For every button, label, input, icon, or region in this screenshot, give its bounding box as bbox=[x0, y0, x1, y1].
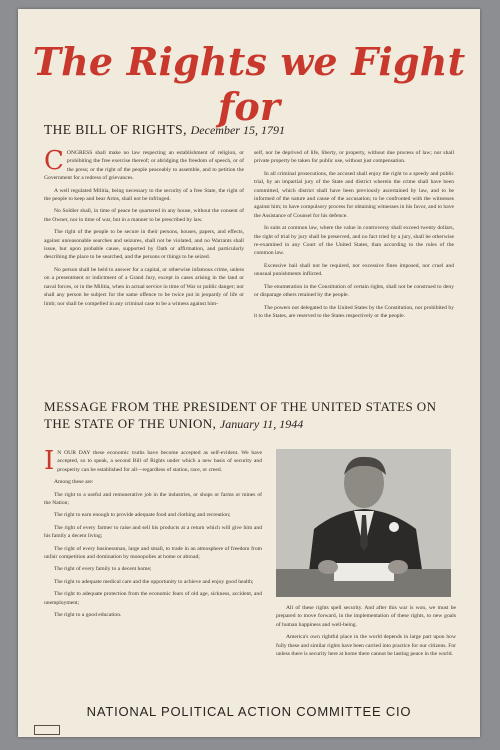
message-paragraph: The right to a useful and remunerative job in the industries, or shops or farms or mines of the Nation; bbox=[44, 491, 262, 507]
bill-paragraph: In suits at common law, where the value in controversy shall exceed twenty dollars, the right of trial by jury shall be preserved, and no fact tried by a jury, shall be otherwise re-examined in any Court of the United States, than according to the rules of the common law. bbox=[254, 225, 454, 257]
bill-paragraph: No person shall be held to answer for a capital, or otherwise infamous crime, unless on a presentment or indictment of a Grand Jury, except in cases arising in the land or naval forces, or in the Militia, when in actual service in time of War or public danger; nor shall any person be subject for the same offence to be twice put in jeopardy of life or limb; nor shall be compelled in any criminal case to be a witness against him- bbox=[44, 266, 244, 307]
message-paragraph: Among these are: bbox=[54, 479, 94, 486]
message-date: January 11, 1944 bbox=[219, 417, 304, 431]
message-paragraph: The right to adequate medical care and the opportunity to achieve and enjoy good health; bbox=[54, 578, 254, 585]
message-paragraph: I N OUR DAY these economic truths have become accepted as self-evident. We have accepted, so to speak, a second Bill of Rights under which a new basis of security and prosperity can be established for all—regardless of station, race, or creed. bbox=[44, 446, 262, 476]
bill-left-column bbox=[44, 146, 244, 312]
message-right-column bbox=[276, 604, 456, 662]
bill-paragraph: Excessive bail shall not be required, nor excessive fines imposed, nor cruel and unusual punishments inflicted. bbox=[254, 262, 454, 278]
message-title-text: MESSAGE FROM THE PRESIDENT OF THE UNITED STATES ON THE STATE OF THE UNION, bbox=[44, 399, 437, 431]
portrait-illustration bbox=[276, 449, 451, 597]
bill-paragraph: CONGRESS shall make no law respecting an establishment of religion, or prohibiting the free exercise thereof; or abridging the freedom of speech, or of the press; or the right of the people peaceably to assemble, and to petition the Government for a redress of grievances. bbox=[44, 146, 244, 182]
bill-paragraph: The right of the people to be secure in their persons, houses, papers, and effects, against unreasonable searches and seizures, shall not be violated, and no Warrants shall issue, but upon probable cause, supported by Oath or affirmation, and particularly describing the place to be searched, and the persons or things to be seized. bbox=[44, 229, 244, 261]
bill-date: December 15, 1791 bbox=[190, 123, 285, 137]
message-left-column bbox=[44, 446, 262, 624]
president-portrait-photo bbox=[276, 449, 451, 597]
footer-committee: NATIONAL POLITICAL ACTION COMMITTEE CIO bbox=[86, 704, 412, 719]
bill-paragraph: self, nor be deprived of life, liberty, or property, without due process of law; nor shall private property be taken for public use, without just compensation. bbox=[254, 150, 454, 165]
message-paragraph: The right of every businessman, large and small, to trade in an atmosphere of freedom from unfair competition and domination by monopolies at home or abroad; bbox=[44, 545, 262, 561]
bill-right-column bbox=[254, 149, 454, 324]
headline: The Rights we Fight for bbox=[32, 39, 466, 129]
message-paragraph: All of these rights spell security. And after this war is won, we must be prepared to move forward, in the implementation of these rights, to new goals of human happiness and well-being. bbox=[276, 605, 456, 628]
drop-cap-i: I bbox=[44, 446, 55, 476]
bill-paragraph: No Soldier shall, in time of peace be quartered in any house, without the consent of the Owner, nor in time of war, but in a manner to be prescribed by law. bbox=[44, 208, 244, 223]
message-paragraph: The right to earn enough to provide adequate food and clothing and recreation; bbox=[54, 512, 231, 519]
poster bbox=[18, 9, 480, 737]
message-paragraph: The right to a good education. bbox=[54, 612, 122, 619]
message-paragraph: The right to adequate protection from the economic fears of old age, sickness, accident, and unemployment; bbox=[44, 591, 262, 606]
bill-title-text: THE BILL OF RIGHTS, bbox=[44, 122, 187, 137]
message-title bbox=[44, 398, 464, 433]
bill-of-rights-title bbox=[44, 122, 285, 138]
bill-paragraph: The enumeration in the Constitution of certain rights, shall not be construed to deny or disparage others retained by the people. bbox=[254, 283, 454, 299]
drop-cap-c: C bbox=[44, 146, 64, 176]
message-paragraph: The right of every family to a decent home; bbox=[54, 566, 152, 573]
bill-paragraph: In all criminal prosecutions, the accused shall enjoy the right to a speedy and public trial, by an impartial jury of the State and district wherein the crime shall have been committed, which district shall have been previously ascertained by law, and to be informed of the nature and cause of the accusation; to be confronted with the witnesses against him; to have compulsory process for obtaining witnesses in his favor, and to have the Assistance of Counsel for his defence. bbox=[254, 170, 454, 219]
message-paragraph: The right of every farmer to raise and sell his products at a return which will give him and his family a decent living; bbox=[44, 524, 262, 540]
message-paragraph: America's own rightful place in the world depends in large part upon how fully these and similar rights have been carried into practice for our citizens. For unless there is security here at home there cannot be lasting peace in the world. bbox=[276, 634, 456, 658]
printer-stamp-mark bbox=[34, 725, 60, 735]
bill-paragraph: A well regulated Militia, being necessary to the security of a free State, the right of the people to keep and bear Arms, shall not be infringed. bbox=[44, 187, 244, 203]
bill-paragraph: The powers not delegated to the United States by the Constitution, nor prohibited by it to the States, are reserved to the States respectively or the people. bbox=[254, 304, 454, 319]
